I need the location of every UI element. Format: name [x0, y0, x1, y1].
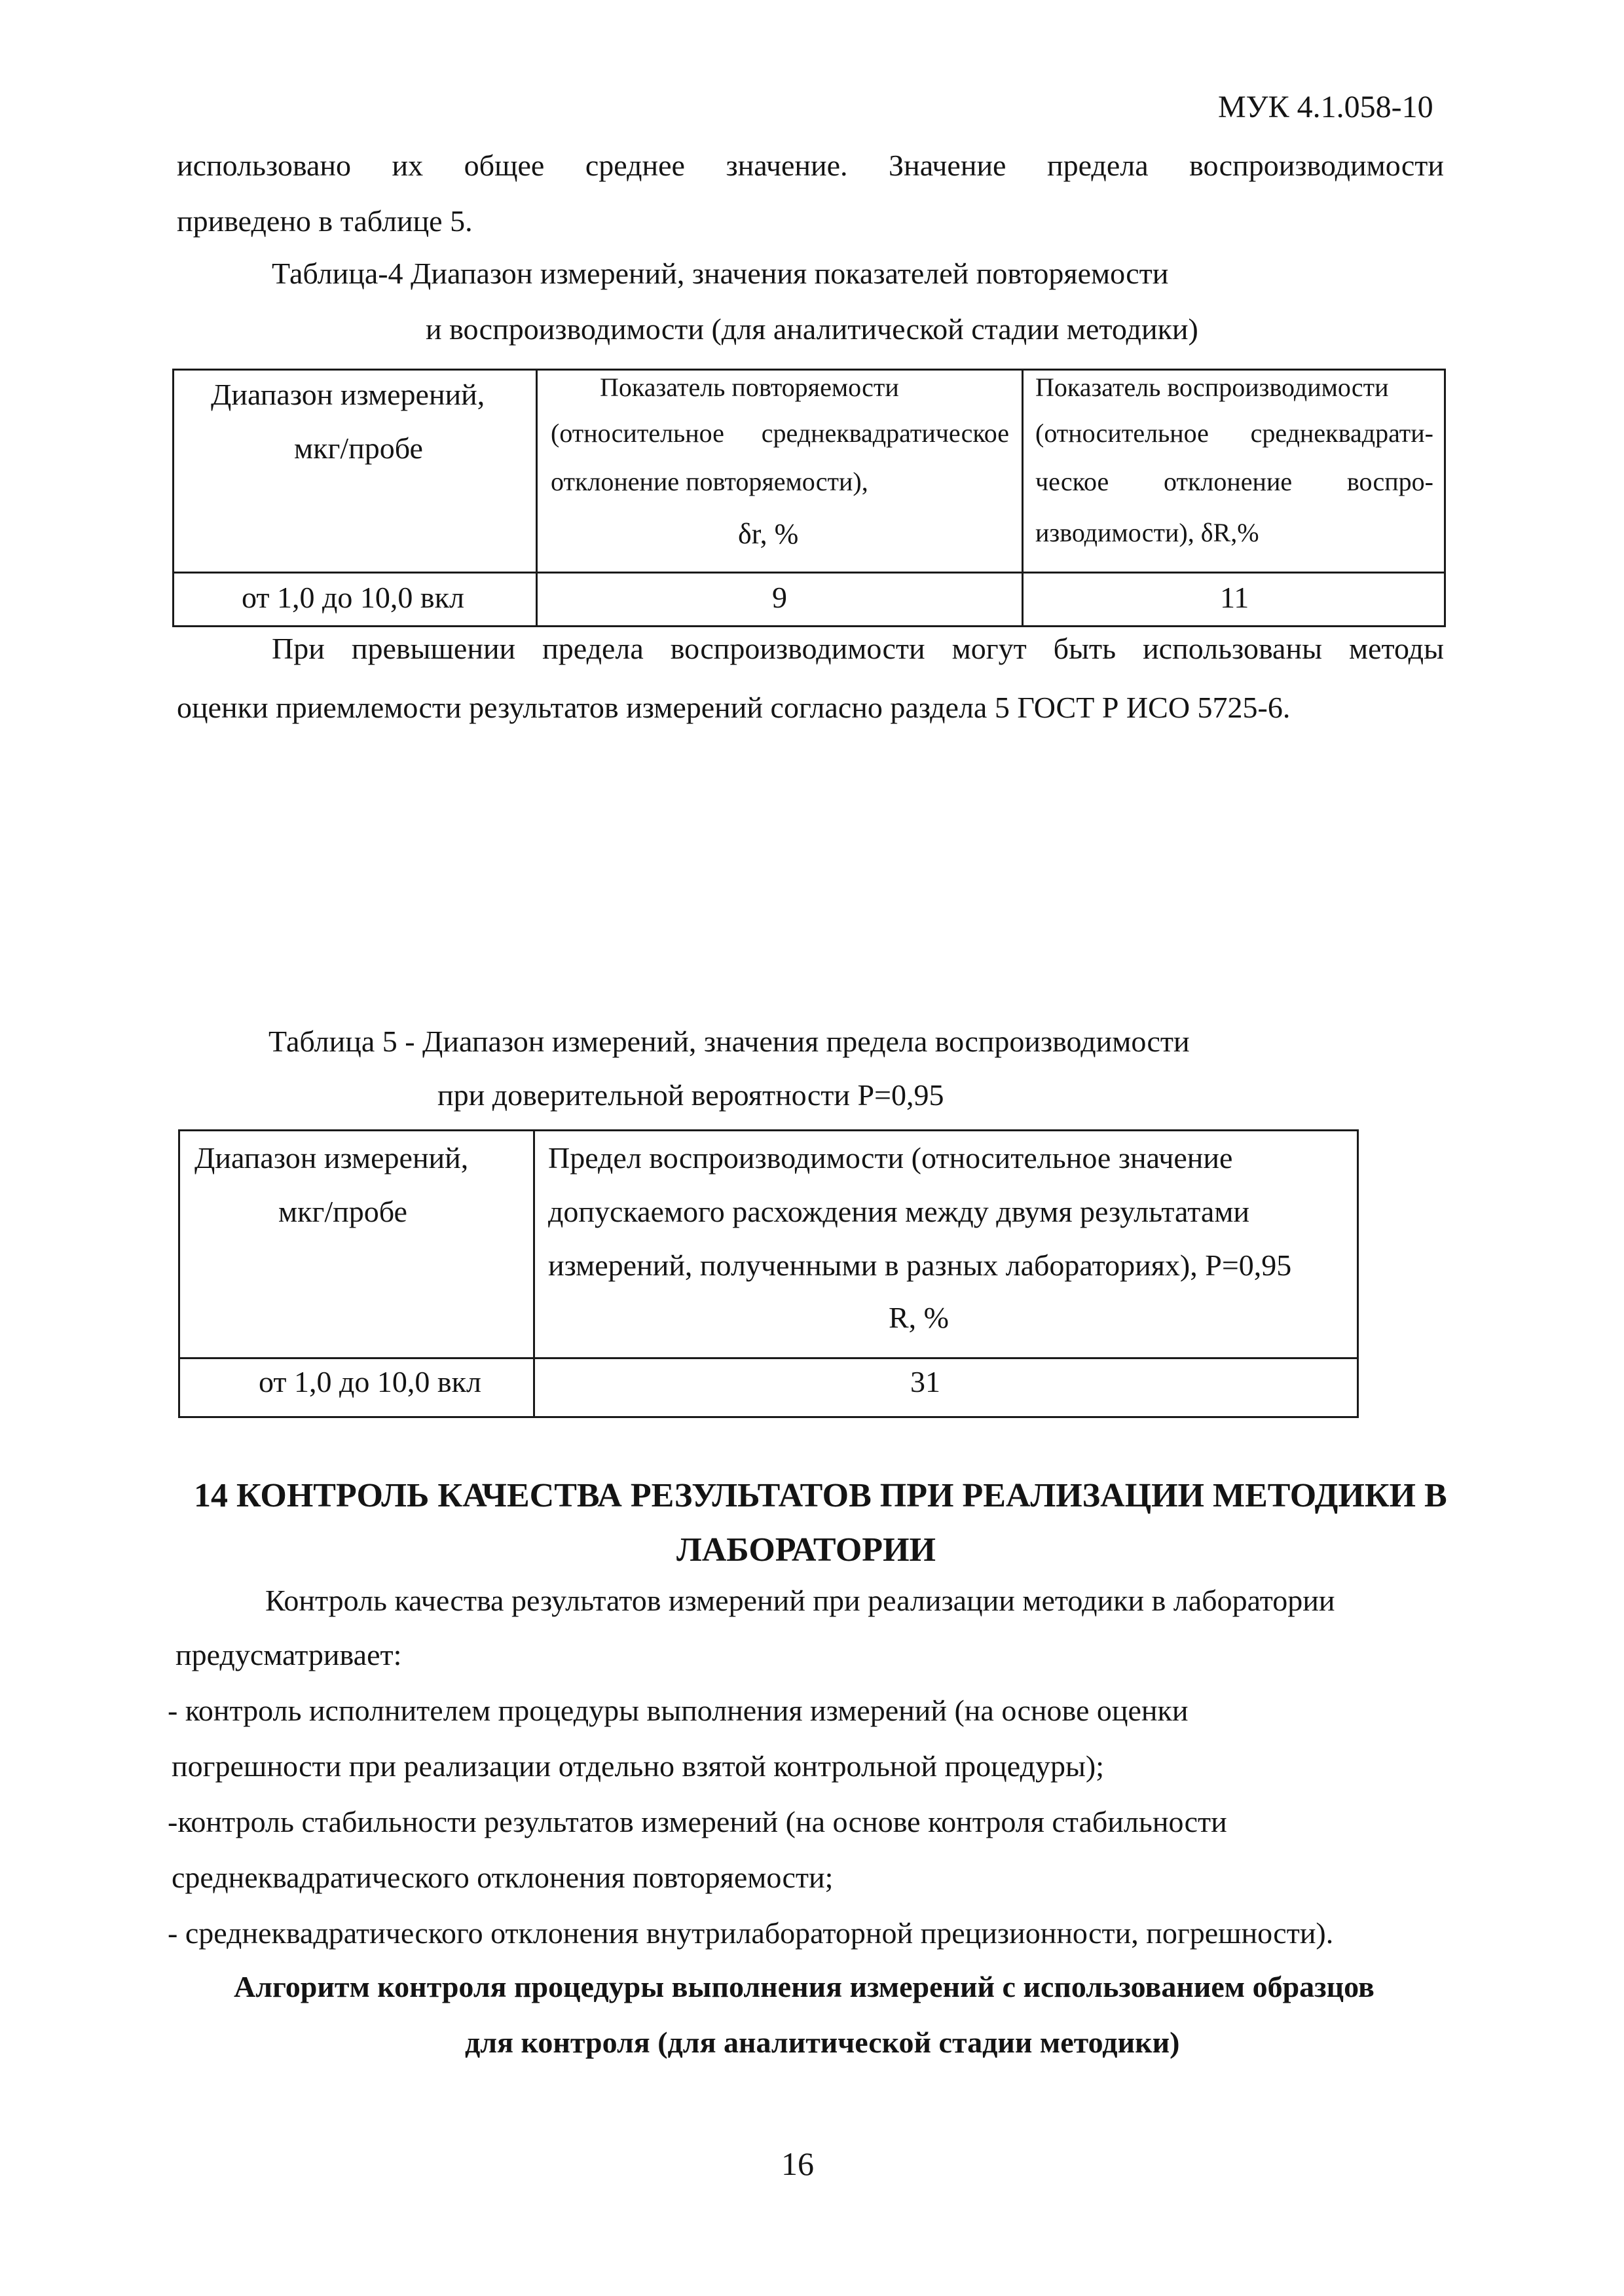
after-table4-line-2: оценки приемлемости результатов измерений согласно раздела 5 ГОСТ Р ИСО 5725-6. — [177, 691, 1291, 724]
table5-header-limit — [534, 1131, 1358, 1358]
table-row — [174, 573, 1445, 627]
table5-cell-range — [179, 1358, 534, 1417]
list-item-2-line-2: среднеквадратического отклонения повторяемости; — [172, 1861, 834, 1894]
table5-range-value: от 1,0 до 10,0 вкл — [259, 1365, 481, 1398]
table4-header-reprod-line-3: ческое отклонение воспро- — [1035, 467, 1433, 496]
list-item-1-line-2: погрешности при реализации отдельно взятой контрольной процедуры); — [172, 1749, 1105, 1783]
list-item-1-line-1: - контроль исполнителем процедуры выполнения измерений (на основе оценки — [168, 1694, 1189, 1727]
table5-header-range-line-2: мкг/пробе — [278, 1195, 407, 1228]
table5 — [178, 1129, 1359, 1418]
table5-header-row — [179, 1131, 1358, 1358]
table4-header-reprod-line-4: изводимости), δR,% — [1035, 518, 1259, 547]
table4-cell-range — [174, 573, 537, 627]
section14-para-line-1: Контроль качества результатов измерений при реализации методики в лаборатории — [265, 1584, 1335, 1617]
intro-line-1: использовано их общее среднее значение. Значение предела воспроизводимости — [177, 149, 1444, 182]
table4-cell-reproducibility — [1023, 573, 1445, 627]
table4-caption-line-2: и воспроизводимости (для аналитической стадии методики) — [426, 312, 1198, 346]
table5-header-limit-line-3: измерений, полученными в разных лабораториях), P=0,95 — [548, 1248, 1292, 1282]
table4-range-value: от 1,0 до 10,0 вкл — [242, 581, 464, 614]
table4 — [172, 369, 1446, 627]
table4-repeat-value: 9 — [772, 581, 787, 614]
table4-header-repeatability — [537, 370, 1023, 573]
table5-cell-limit — [534, 1358, 1358, 1417]
table4-reprod-value: 11 — [1220, 581, 1249, 614]
after-table4-line-1: При превышении предела воспроизводимости могут быть использованы методы — [272, 632, 1444, 665]
page-number: 16 — [781, 2145, 814, 2182]
section14-heading-line-1: 14 КОНТРОЛЬ КАЧЕСТВА РЕЗУЛЬТАТОВ ПРИ РЕАЛИЗАЦИИ МЕТОДИКИ В — [194, 1477, 1447, 1514]
table4-header-repeat-line-1: Показатель повторяемости — [600, 373, 899, 402]
table4-header-repeat-line-4: δr, % — [738, 518, 799, 550]
intro-line-2: приведено в таблице 5. — [177, 204, 473, 238]
table5-limit-value: 31 — [910, 1365, 940, 1398]
table4-header-reprod-line-1: Показатель воспроизводимости — [1035, 373, 1389, 402]
table5-header-limit-line-4: R, % — [889, 1301, 949, 1334]
table5-caption-line-1: Таблица 5 - Диапазон измерений, значения предела воспроизводимости — [268, 1025, 1190, 1058]
table4-header-reprod-line-2: (относительное среднеквадрати- — [1035, 418, 1433, 448]
table4-header-range-line-2: мкг/пробе — [294, 431, 423, 465]
table5-header-range — [179, 1131, 534, 1358]
table-row — [179, 1358, 1358, 1417]
table4-header-range-line-1: Диапазон измерений, — [211, 378, 485, 411]
table5-caption-line-2: при доверительной вероятности P=0,95 — [437, 1078, 944, 1112]
table4-header-range — [174, 370, 537, 573]
document-code: МУК 4.1.058-10 — [1218, 90, 1433, 124]
section14-para-line-2: предусматривает: — [175, 1638, 402, 1671]
section14-heading-line-2: ЛАБОРАТОРИИ — [676, 1531, 936, 1569]
table5-header-limit-line-1: Предел воспроизводимости (относительное значение — [548, 1141, 1233, 1175]
table4-header-row — [174, 370, 1445, 573]
table4-header-reproducibility — [1023, 370, 1445, 573]
table4-header-repeat-line-3: отклонение повторяемости), — [551, 467, 868, 496]
table4-cell-repeatability — [537, 573, 1023, 627]
table5-header-range-line-1: Диапазон измерений, — [194, 1141, 469, 1175]
list-item-2-line-1: -контроль стабильности результатов измерений (на основе контроля стабильности — [168, 1805, 1227, 1838]
table5-header-limit-line-2: допускаемого расхождения между двумя результатами — [548, 1195, 1250, 1228]
table4-header-repeat-line-2: (относительное среднеквадратическое — [551, 418, 1009, 448]
list-item-3: - среднеквадратического отклонения внутрилабораторной прецизионности, погрешности). — [168, 1916, 1334, 1950]
table4-caption-line-1: Таблица-4 Диапазон измерений, значения показателей повторяемости — [272, 257, 1169, 290]
algorithm-subheading-line-1: Алгоритм контроля процедуры выполнения измерений с использованием образцов — [234, 1970, 1375, 2003]
algorithm-subheading-line-2: для контроля (для аналитической стадии методики) — [465, 2026, 1180, 2059]
